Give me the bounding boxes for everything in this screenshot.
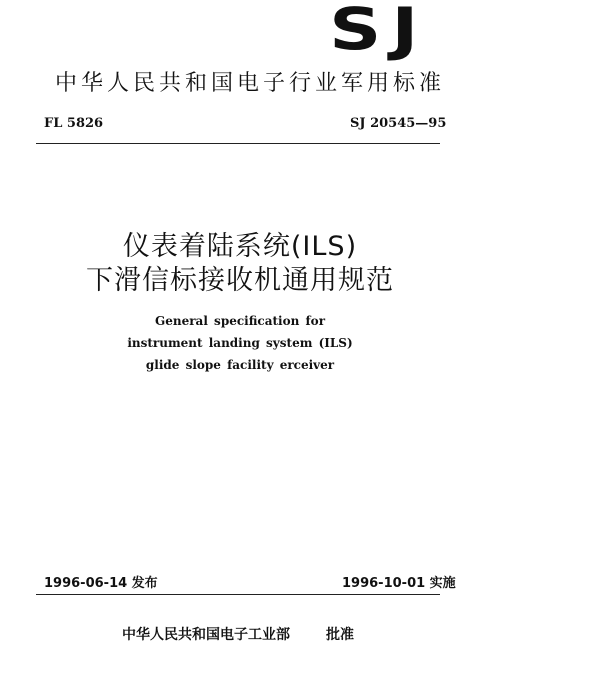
standard-number: SJ 20545—95: [350, 116, 447, 131]
english-title-line-1: General specification for: [154, 314, 326, 328]
approving-authority: 中华人民共和国电子工业部: [122, 627, 290, 643]
chinese-title-line-1: 仪表着陆系统(ILS): [122, 231, 358, 262]
issue-date: 1996-06-14 发布: [44, 576, 158, 591]
header-divider: [36, 143, 440, 144]
classification-code: FL 5826: [44, 116, 104, 131]
approval-label: 批准: [326, 627, 354, 643]
chinese-title-line-2: 下滑信标接收机通用规范: [86, 265, 394, 296]
english-title-line-2: instrument landing system (ILS): [127, 336, 353, 350]
organization-title: 中华人民共和国电子行业军用标准: [55, 71, 446, 96]
footer-divider: [36, 594, 440, 595]
implementation-date: 1996-10-01 实施: [342, 576, 456, 591]
sj-logo: SJ: [328, 0, 428, 63]
english-title-line-3: glide slope facility erceiver: [145, 358, 335, 372]
